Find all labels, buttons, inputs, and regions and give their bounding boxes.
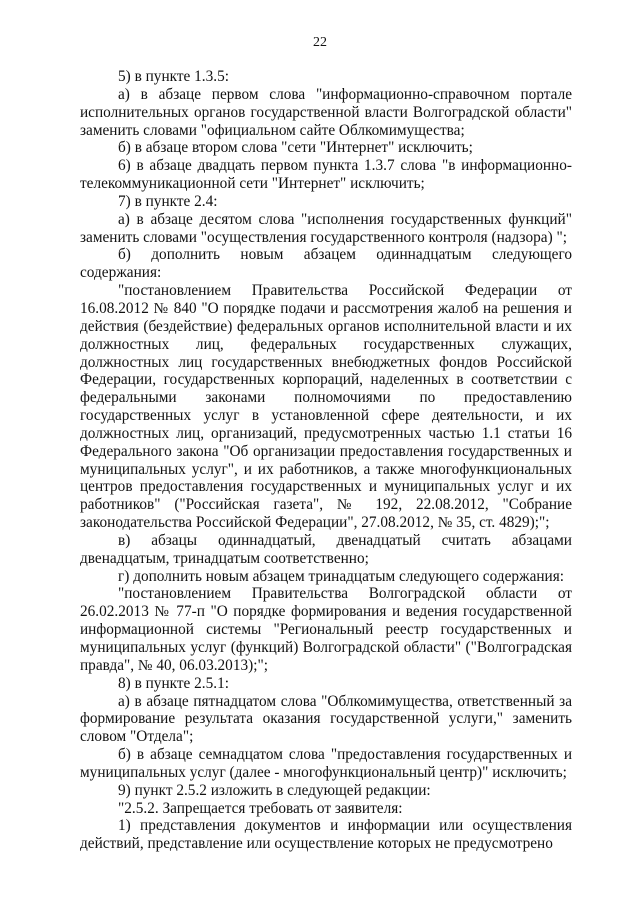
paragraph-subitem-8a: а) в абзаце пятнадцатом слова "Облкомимущества, ответственный за формирование результата оказания государственной услуги," заменить словом "Отдела"; (80, 692, 572, 746)
paragraph-subitem-7a: а) в абзаце десятом слова "исполнения государственных функций" заменить словами "осуществления государственного контроля (надзора) "; (80, 210, 572, 246)
paragraph-subitem-7v: в) абзацы одиннадцатый, двенадцатый считать абзацами двенадцатым, тринадцатым соответственно; (80, 531, 572, 567)
paragraph-item-6: 6) в абзаце двадцать первом пункта 1.3.7 слова "в информационно-телекоммуникационной сети "Интернет" исключить; (80, 157, 572, 193)
paragraph-item-9: 9) пункт 2.5.2 изложить в следующей редакции: (118, 781, 431, 799)
paragraph-item-8: 8) в пункте 2.5.1: (118, 674, 230, 692)
paragraph-clause-2-5-2-1: 1) представления документов и информации или осуществления действий, представление или осуществление которых не предусмотрено (80, 817, 572, 853)
paragraph-subitem-7b: б) дополнить новым абзацем одиннадцатым следующего содержания: (80, 246, 572, 282)
paragraph-clause-2-5-2: "2.5.2. Запрещается требовать от заявителя: (118, 799, 403, 817)
paragraph-subitem-5a: а) в абзаце первом слова "информационно-справочном портале исполнительных органов государственной власти Волгоградской области" заменить словами "официальном сайте Облкомимущества; (80, 85, 572, 139)
paragraph-subitem-8b: б) в абзаце семнадцатом слова "предоставления государственных и муниципальных услуг (далее - многофункциональный центр)" исключить; (80, 746, 572, 781)
page-number: 22 (313, 35, 327, 50)
paragraph-item-7: 7) в пункте 2.4: (118, 192, 218, 210)
paragraph-subitem-7g: г) дополнить новым абзацем тринадцатым следующего содержания: (118, 567, 565, 585)
paragraph-item-5: 5) в пункте 1.3.5: (118, 68, 230, 85)
paragraph-subitem-5b: б) в абзаце втором слова "сети "Интернет" исключить; (118, 139, 473, 157)
paragraph-quote-decree-840: "постановлением Правительства Российской Федерации от 16.08.2012 № 840 "О порядке подачи и рассмотрения жалоб на решения и действия (бездействие) федеральных органов исполнительной власти и их должностных лиц, федеральных государственных служащих, должностных лиц государственных внебюджетных фондов Российской Федерации, государственных корпораций, наделенных в соответствии с федеральными законами полномочиями по предоставлению государственных услуг в установленной сфере деятельности, и их должностных лиц, организаций, предусмотренных частью 1.1 статьи 16 Федерального закона "Об организации предоставления государственных и муниципальных услуг", и их работников, а также многофункциональных центров предоставления государственных и муниципальных услуг и их работников" ("Российская газета", № 192, 22.08.2012, "Собрание законодательства Российской Федерации", 27.08.2012, № 35, ст. 4829);"; (80, 282, 572, 532)
paragraph-quote-decree-77p: "постановлением Правительства Волгоградской области от 26.02.2013 № 77-п "О порядке формирования и ведения государственной информационной системы "Региональный реестр государственных и муниципальных услуг (функций) Волгоградской области" ("Волгоградская правда", № 40, 06.03.2013);"; (80, 585, 572, 674)
document-body (80, 68, 572, 853)
